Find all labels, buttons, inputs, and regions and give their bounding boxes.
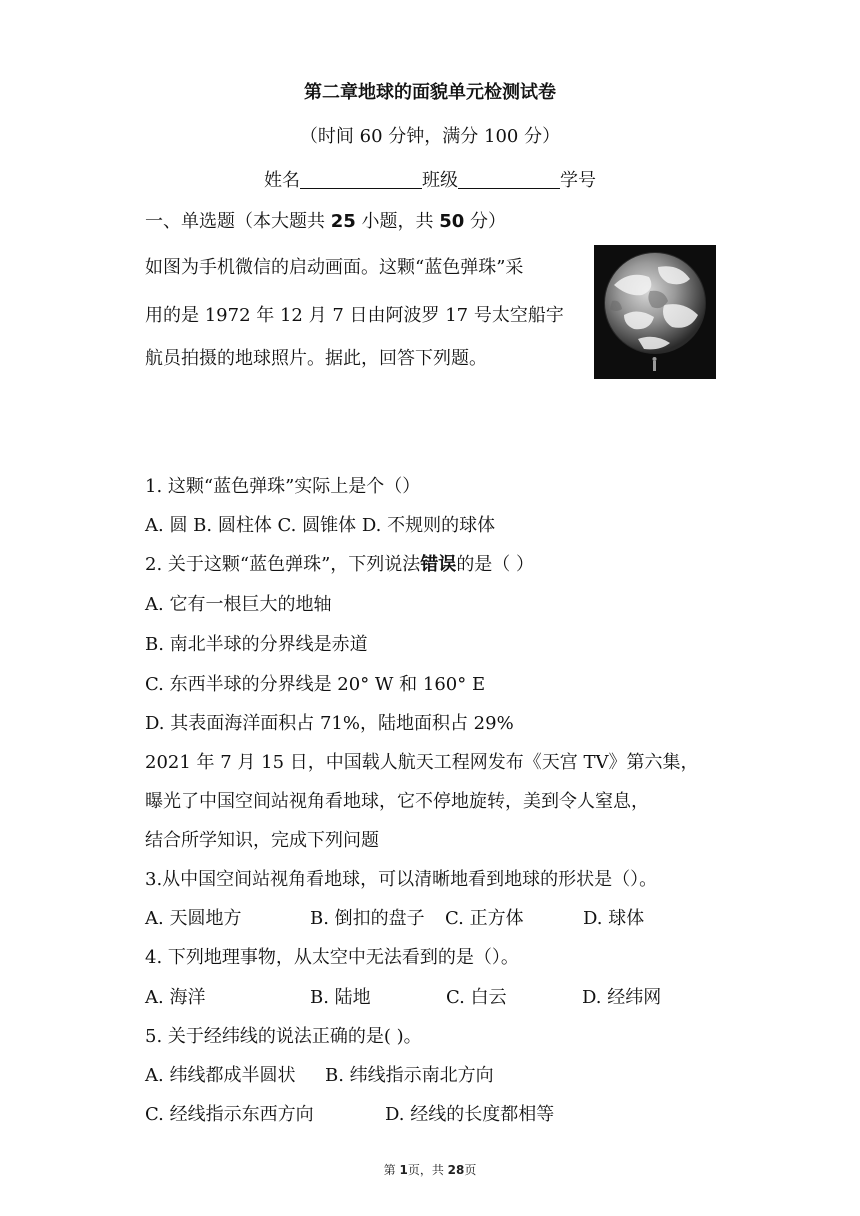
q3-stem: 3.从中国空间站视角看地球，可以清晰地看到地球的形状是（）。: [145, 869, 658, 890]
q2-option-b: B. 南北半球的分界线是赤道: [145, 634, 368, 655]
question-count: 25: [330, 211, 356, 232]
name-label: 姓名: [264, 170, 300, 191]
intro2-line-2: 曝光了中国空间站视角看地球，它不停地旋转，美到令人窒息，: [145, 791, 649, 812]
q5-options-row-1: A. 纬线都成半圆状 B. 纬线指示南北方向: [145, 1065, 494, 1086]
student-info-line: [0, 166, 860, 192]
q5-options-row-2: C. 经线指示东西方向 D. 经线的长度都相等: [145, 1104, 555, 1125]
section-heading: 一、单选题（本大题共 25 小题，共 50 分）: [145, 211, 507, 232]
q2-option-c: C. 东西半球的分界线是 20° W 和 160° E: [145, 674, 486, 695]
intro2-line-3: 结合所学知识，完成下列问题: [145, 830, 379, 851]
intro1-line-2: 用的是 1972 年 12 月 7 日由阿波罗 17 号太空船宇: [145, 305, 564, 326]
class-label: 班级: [422, 170, 458, 191]
intro2-line-1: 2021 年 7 月 15 日，中国载人航天工程网发布《天宫 TV》第六集，: [145, 752, 699, 773]
q2-stem: 2. 关于这颗“蓝色弹珠”，下列说法错误的是（ ）: [145, 554, 535, 575]
page-footer: 第 1页，共 28页: [383, 1163, 477, 1177]
intro1-line-3: 航员拍摄的地球照片。据此，回答下列题。: [145, 348, 487, 369]
page-total: 28: [447, 1163, 465, 1177]
q1-stem: 1. 这颗“蓝色弹珠”实际上是个（）: [145, 476, 421, 497]
q4-stem: 4. 下列地理事物，从太空中无法看到的是（）。: [145, 947, 519, 968]
page-number: 1: [399, 1163, 408, 1177]
total-score: 50: [439, 211, 465, 232]
q1-options: A. 圆 B. 圆柱体 C. 圆锥体 D. 不规则的球体: [145, 515, 496, 536]
page-subtitle: （时间 60 分钟，满分 100 分）: [299, 126, 561, 147]
id-label: 学号: [560, 170, 596, 191]
q4-options: A. 海洋 B. 陆地 C. 白云 D. 经纬网: [145, 987, 662, 1008]
q5-stem: 5. 关于经纬线的说法正确的是( )。: [145, 1026, 422, 1047]
q3-options: A. 天圆地方 B. 倒扣的盘子 C. 正方体 D. 球体: [145, 908, 645, 929]
intro1-line-1: 如图为手机微信的启动画面。这颗“蓝色弹珠”采: [145, 257, 524, 278]
page-title: 第二章地球的面貌单元检测试卷: [304, 82, 556, 103]
q2-option-a: A. 它有一根巨大的地轴: [145, 594, 332, 615]
q2-option-d: D. 其表面海洋面积占 71%，陆地面积占 29%: [145, 713, 514, 734]
class-blank: [458, 170, 560, 189]
earth-photo-icon: [594, 245, 716, 379]
q2-emphasis: 错误: [420, 554, 457, 575]
name-blank: [300, 170, 422, 189]
